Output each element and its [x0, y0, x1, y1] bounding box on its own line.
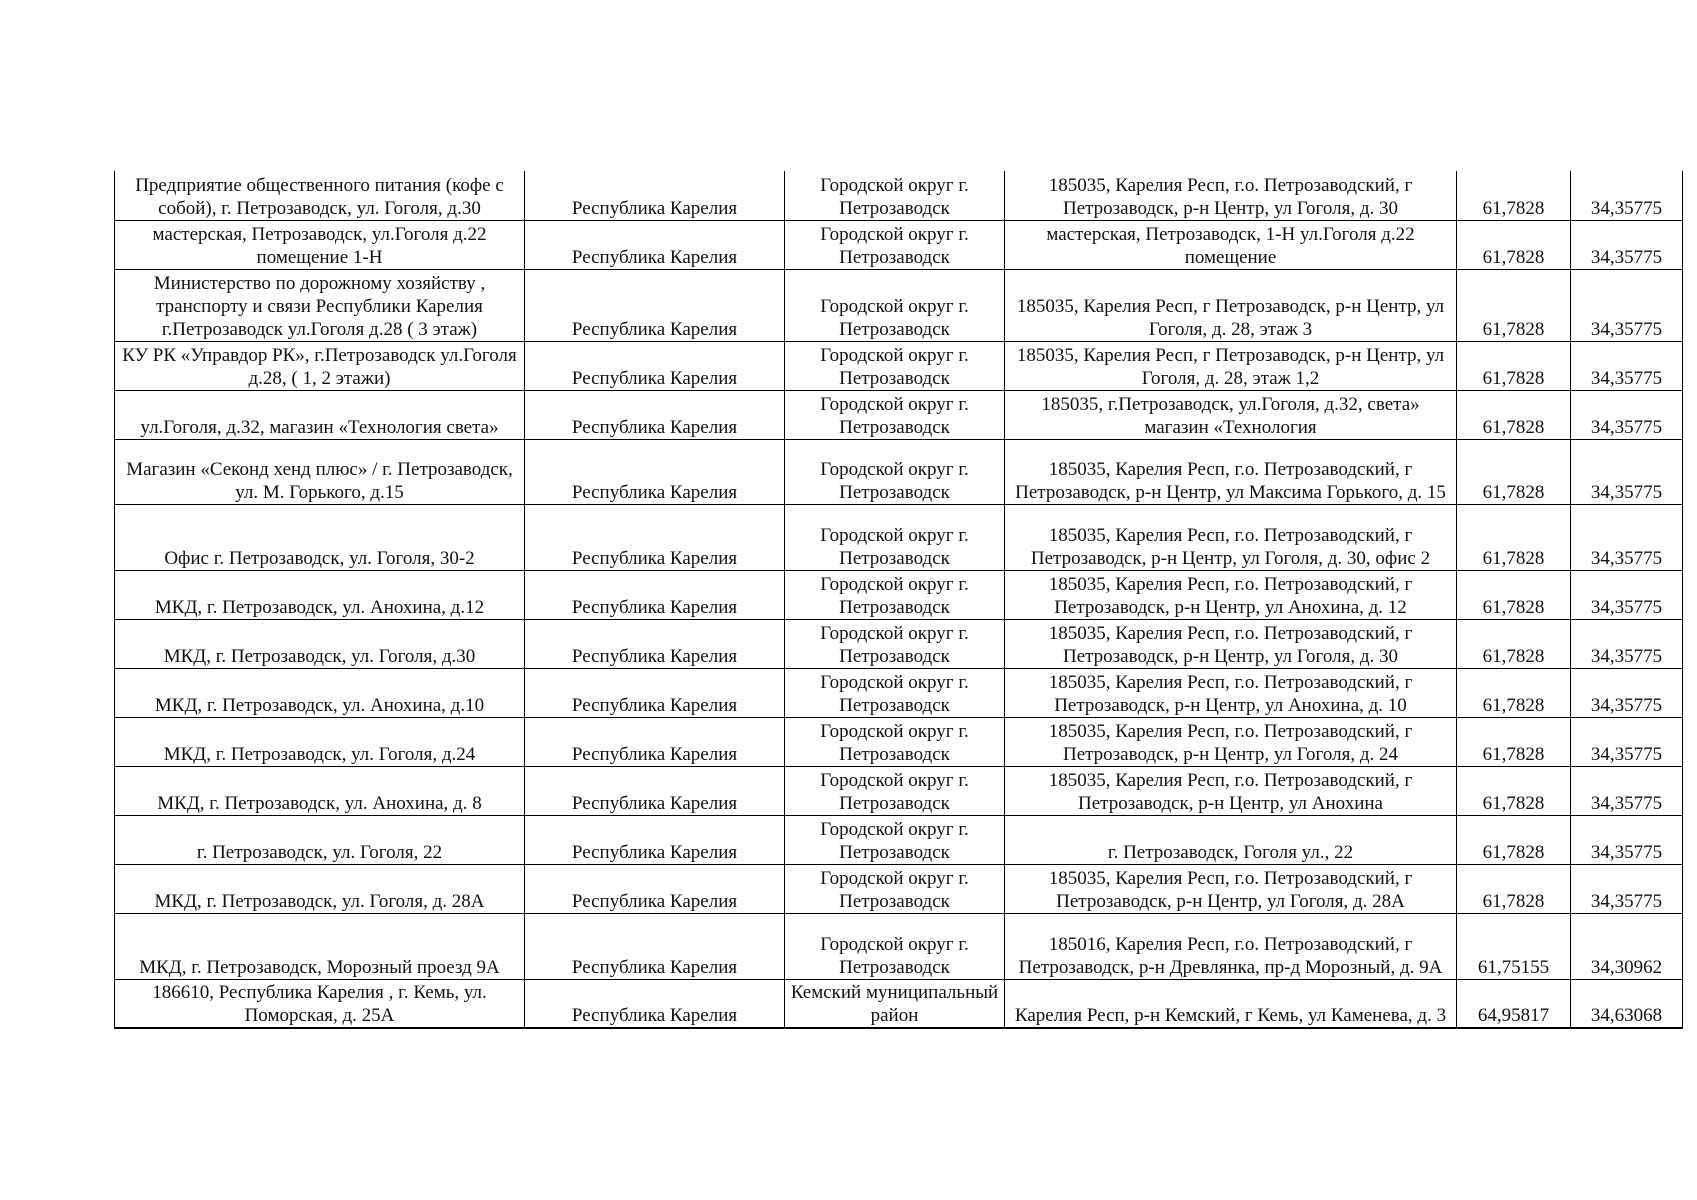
cell-district: Кемский муниципальный район [785, 979, 1005, 1028]
cell-latitude: 61,7828 [1457, 269, 1571, 341]
cell-district: Городской округ г. Петрозаводск [785, 341, 1005, 390]
cell-district: Городской округ г. Петрозаводск [785, 390, 1005, 439]
cell-region: Республика Карелия [525, 439, 785, 504]
cell-object-name: МКД, г. Петрозаводск, Морозный проезд 9А [115, 913, 525, 979]
cell-district: Городской округ г. Петрозаводск [785, 570, 1005, 619]
cell-address: 185035, Карелия Респ, г.о. Петрозаводский, г Петрозаводск, р-н Центр, ул Гоголя, д. 24 [1005, 717, 1457, 766]
cell-address: 185035, Карелия Респ, г.о. Петрозаводский, г Петрозаводск, р-н Центр, ул Гоголя, д. 30, офис 2 [1005, 504, 1457, 570]
cell-region: Республика Карелия [525, 619, 785, 668]
cell-longitude: 34,35775 [1571, 717, 1683, 766]
cell-object-name: МКД, г. Петрозаводск, ул. Гоголя, д.24 [115, 717, 525, 766]
table-row [115, 864, 1683, 913]
cell-region: Республика Карелия [525, 668, 785, 717]
cell-latitude: 61,75155 [1457, 913, 1571, 979]
cell-latitude: 64,95817 [1457, 979, 1571, 1028]
table-row [115, 269, 1683, 341]
cell-region: Республика Карелия [525, 570, 785, 619]
cell-address: 185035, Карелия Респ, г.о. Петрозаводский, г Петрозаводск, р-н Центр, ул Максима Горького, д. 15 [1005, 439, 1457, 504]
cell-longitude: 34,35775 [1571, 504, 1683, 570]
cell-latitude: 61,7828 [1457, 220, 1571, 269]
cell-object-name: Министерство по дорожному хозяйству , транспорту и связи Республики Карелия г.Петрозаводск ул.Гоголя д.28 ( 3 этаж) [115, 269, 525, 341]
cell-region: Республика Карелия [525, 220, 785, 269]
cell-latitude: 61,7828 [1457, 815, 1571, 864]
cell-latitude: 61,7828 [1457, 570, 1571, 619]
cell-address: 185035, Карелия Респ, г Петрозаводск, р-н Центр, ул Гоголя, д. 28, этаж 3 [1005, 269, 1457, 341]
cell-latitude: 61,7828 [1457, 717, 1571, 766]
cell-address: 185035, Карелия Респ, г.о. Петрозаводский, г Петрозаводск, р-н Центр, ул Анохина, д. 10 [1005, 668, 1457, 717]
cell-object-name: Магазин «Секонд хенд плюс» / г. Петрозаводск, ул. М. Горького, д.15 [115, 439, 525, 504]
cell-district: Городской округ г. Петрозаводск [785, 171, 1005, 220]
cell-district: Городской округ г. Петрозаводск [785, 220, 1005, 269]
cell-district: Городской округ г. Петрозаводск [785, 913, 1005, 979]
cell-district: Городской округ г. Петрозаводск [785, 864, 1005, 913]
cell-address: 185035, Карелия Респ, г.о. Петрозаводский, г Петрозаводск, р-н Центр, ул Гоголя, д. 30 [1005, 619, 1457, 668]
table-row [115, 815, 1683, 864]
cell-region: Республика Карелия [525, 171, 785, 220]
cell-object-name: МКД, г. Петрозаводск, ул. Анохина, д.10 [115, 668, 525, 717]
cell-object-name: ул.Гоголя, д.32, магазин «Технология света» [115, 390, 525, 439]
cell-object-name: 186610, Республика Карелия , г. Кемь, ул. Поморская, д. 25А [115, 979, 525, 1028]
table-row [115, 717, 1683, 766]
cell-address: 185035, Карелия Респ, г.о. Петрозаводский, г Петрозаводск, р-н Центр, ул Анохина [1005, 766, 1457, 815]
cell-longitude: 34,35775 [1571, 220, 1683, 269]
cell-address: 185035, Карелия Респ, г.о. Петрозаводский, г Петрозаводск, р-н Центр, ул Анохина, д. 12 [1005, 570, 1457, 619]
cell-district: Городской округ г. Петрозаводск [785, 815, 1005, 864]
cell-address: 185016, Карелия Респ, г.о. Петрозаводский, г Петрозаводск, р-н Древлянка, пр-д Морозный, д. 9А [1005, 913, 1457, 979]
table-row [115, 619, 1683, 668]
table-row [115, 390, 1683, 439]
cell-region: Республика Карелия [525, 913, 785, 979]
cell-longitude: 34,35775 [1571, 269, 1683, 341]
cell-district: Городской округ г. Петрозаводск [785, 766, 1005, 815]
cell-object-name: МКД, г. Петрозаводск, ул. Анохина, д. 8 [115, 766, 525, 815]
table-row [115, 220, 1683, 269]
cell-longitude: 34,35775 [1571, 439, 1683, 504]
cell-object-name: МКД, г. Петрозаводск, ул. Анохина, д.12 [115, 570, 525, 619]
cell-district: Городской округ г. Петрозаводск [785, 269, 1005, 341]
cell-latitude: 61,7828 [1457, 766, 1571, 815]
cell-region: Республика Карелия [525, 815, 785, 864]
cell-district: Городской округ г. Петрозаводск [785, 619, 1005, 668]
cell-object-name: мастерская, Петрозаводск, ул.Гоголя д.22 помещение 1-Н [115, 220, 525, 269]
address-table [114, 171, 1683, 1029]
cell-longitude: 34,35775 [1571, 668, 1683, 717]
cell-region: Республика Карелия [525, 979, 785, 1028]
cell-address: 185035, Карелия Респ, г.о. Петрозаводский, г Петрозаводск, р-н Центр, ул Гоголя, д. 28А [1005, 864, 1457, 913]
cell-latitude: 61,7828 [1457, 668, 1571, 717]
cell-address: 185035, Карелия Респ, г Петрозаводск, р-н Центр, ул Гоголя, д. 28, этаж 1,2 [1005, 341, 1457, 390]
table-row [115, 913, 1683, 979]
table-row [115, 439, 1683, 504]
cell-latitude: 61,7828 [1457, 341, 1571, 390]
cell-longitude: 34,35775 [1571, 619, 1683, 668]
cell-region: Республика Карелия [525, 341, 785, 390]
cell-district: Городской округ г. Петрозаводск [785, 717, 1005, 766]
cell-latitude: 61,7828 [1457, 504, 1571, 570]
cell-region: Республика Карелия [525, 269, 785, 341]
table-row [115, 979, 1683, 1028]
cell-longitude: 34,35775 [1571, 864, 1683, 913]
cell-region: Республика Карелия [525, 864, 785, 913]
cell-object-name: Предприятие общественного питания (кофе с собой), г. Петрозаводск, ул. Гоголя, д.30 [115, 171, 525, 220]
cell-object-name: МКД, г. Петрозаводск, ул. Гоголя, д. 28А [115, 864, 525, 913]
cell-latitude: 61,7828 [1457, 390, 1571, 439]
cell-region: Республика Карелия [525, 390, 785, 439]
cell-region: Республика Карелия [525, 717, 785, 766]
table-row [115, 504, 1683, 570]
cell-latitude: 61,7828 [1457, 439, 1571, 504]
cell-longitude: 34,35775 [1571, 570, 1683, 619]
cell-address: г. Петрозаводск, Гоголя ул., 22 [1005, 815, 1457, 864]
cell-address: 185035, Карелия Респ, г.о. Петрозаводский, г Петрозаводск, р-н Центр, ул Гоголя, д. 30 [1005, 171, 1457, 220]
cell-object-name: г. Петрозаводск, ул. Гоголя, 22 [115, 815, 525, 864]
cell-longitude: 34,35775 [1571, 766, 1683, 815]
table-row [115, 341, 1683, 390]
cell-latitude: 61,7828 [1457, 864, 1571, 913]
cell-object-name: КУ РК «Управдор РК», г.Петрозаводск ул.Гоголя д.28, ( 1, 2 этажи) [115, 341, 525, 390]
cell-district: Городской округ г. Петрозаводск [785, 504, 1005, 570]
cell-object-name: Офис г. Петрозаводск, ул. Гоголя, 30-2 [115, 504, 525, 570]
cell-district: Городской округ г. Петрозаводск [785, 668, 1005, 717]
cell-longitude: 34,35775 [1571, 390, 1683, 439]
cell-district: Городской округ г. Петрозаводск [785, 439, 1005, 504]
cell-longitude: 34,30962 [1571, 913, 1683, 979]
cell-longitude: 34,35775 [1571, 341, 1683, 390]
table-row [115, 171, 1683, 220]
cell-longitude: 34,35775 [1571, 171, 1683, 220]
cell-latitude: 61,7828 [1457, 171, 1571, 220]
cell-address: Карелия Респ, р-н Кемский, г Кемь, ул Каменева, д. 3 [1005, 979, 1457, 1028]
cell-object-name: МКД, г. Петрозаводск, ул. Гоголя, д.30 [115, 619, 525, 668]
table-body [115, 171, 1683, 1028]
cell-address: мастерская, Петрозаводск, 1-Н ул.Гоголя д.22 помещение [1005, 220, 1457, 269]
table-row [115, 766, 1683, 815]
cell-longitude: 34,35775 [1571, 815, 1683, 864]
cell-latitude: 61,7828 [1457, 619, 1571, 668]
cell-region: Республика Карелия [525, 766, 785, 815]
cell-address: 185035, г.Петрозаводск, ул.Гоголя, д.32, света» магазин «Технология [1005, 390, 1457, 439]
table-row [115, 570, 1683, 619]
cell-longitude: 34,63068 [1571, 979, 1683, 1028]
table-row [115, 668, 1683, 717]
cell-region: Республика Карелия [525, 504, 785, 570]
